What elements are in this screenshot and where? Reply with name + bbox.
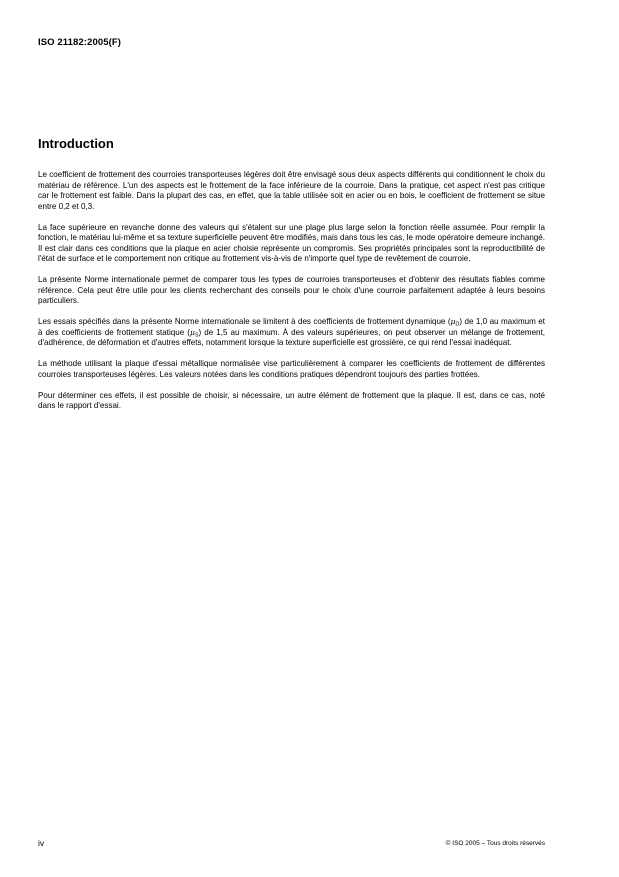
mu-static-symbol: [190, 328, 199, 337]
document-id: ISO 21182:2005(F): [38, 37, 122, 48]
paragraph-4: [38, 317, 545, 349]
copyright-notice: © ISO 2005 – Tous droits réservés: [445, 840, 545, 847]
mu-d-letter: μ: [450, 317, 456, 326]
body-text: [38, 170, 545, 422]
mu-s-letter: μ: [189, 327, 195, 337]
paragraph-6: Pour déterminer ces effets, il est possible de choisir, si nécessaire, un autre élément de frottement que la plaque. Il est, dans ce cas, noté dans le rapport d'essai.: [38, 390, 545, 410]
mu-d-subscript: D: [455, 321, 460, 328]
paragraph-4-text-c: ) de 1,5 au maximum. À des valeurs supérieures, on peut observer un mélange de frottement, d'adhérence, de déformation et d'autres effets, notamment lorsque la texture superficielle est grossière, ce qui rend l'essai inadéquat.: [38, 327, 546, 347]
paragraph-3: La présente Norme internationale permet de comparer tous les types de courroies transporteuses et d'obtenir des résultats fiables comme référence. Cela peut être utile pour les clients recherchant des conseils pour le choix d'une courroie parfaitement adaptée à leurs besoins particuliers.: [38, 275, 545, 305]
paragraph-2: La face supérieure en revanche donne des valeurs qui s'étalent sur une plage plus large selon la fonction réelle assumée. Pour remplir la fonction, le matériau lui-même et sa texture superficielle peuvent être modifiés, mais dans tous les cas, le mode opératoire demeure inchangé. Il est clair dans ces conditions que la plaque en acier choisie représente un compromis. Ses propriétés principales sont la reproductibilité de l'état de surface et le comportement non critique au frottement vis-à-vis de n'importe quel type de revêtement de courroie.: [38, 222, 545, 263]
paragraph-5: La méthode utilisant la plaque d'essai métallique normalisée vise particulièrement à comparer les coefficients de frottement de différentes courroies transporteuses légères. Les valeurs notées dans les conditions pratiques dépendront toujours des parties frottées.: [38, 359, 545, 379]
paragraph-4-text-b: ) de 1,0 au maximum et à des coefficients de frottement statique (: [38, 317, 546, 337]
paragraph-4-text-a: Les essais spécifiés dans la présente Norme internationale se limitent à des coefficients de frottement dynamique (: [38, 317, 451, 326]
page-number: iv: [38, 838, 45, 848]
mu-s-subscript: S: [194, 332, 199, 338]
section-title: Introduction: [38, 136, 114, 151]
paragraph-1: Le coefficient de frottement des courroies transporteuses légères doit être envisagé sous deux aspects différents qui conditionnent le choix du matériau de référence. L'un des aspects est le frottement de la face inférieure de la courroie. Dans la pratique, cet aspect n'est pas critique car le frottement est faible. Dans la plupart des cas, en effet, que la table utilisée soit en acier ou en bois, le coefficient de frottement se situe entre 0,2 et 0,3.: [38, 170, 545, 211]
